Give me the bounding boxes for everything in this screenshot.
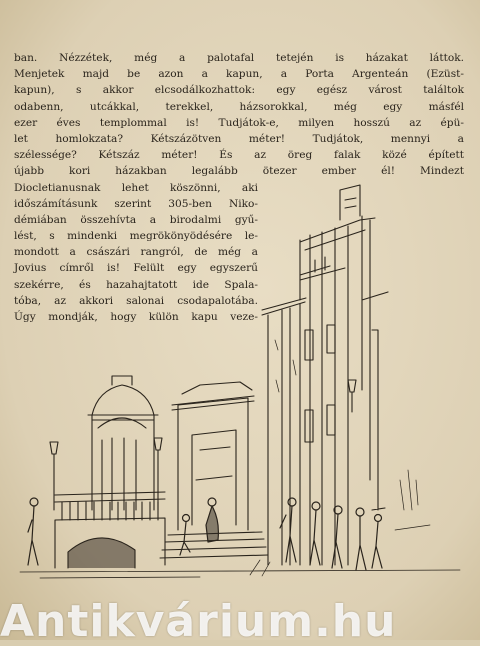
- text-line: időszámításunk szerint 305-ben Niko-: [14, 197, 258, 210]
- text-line: szélessége? Kétszáz méter! És az öreg falak közé épített: [14, 149, 464, 162]
- text-line: let homlokzata? Kétszázötven méter! Tudjátok, mennyi a: [14, 132, 464, 145]
- text-line: újabb kori házakban legalább ötezer ember él! Mindezt: [14, 165, 464, 178]
- text-line: Menjetek majd be azon a kapun, a Porta Argenteán (Ezüst-: [14, 68, 464, 81]
- street-lamp-right: [348, 380, 356, 412]
- text-line: kapun), s akkor elcsodálkozhattok: egy egész várost találtok: [14, 84, 464, 97]
- text-line: lést, s mindenki megrökönyödésére le-: [14, 230, 258, 243]
- text-line: tóba, az akkori salonai csodapalotába.: [14, 294, 258, 307]
- text-line: ban. Nézzétek, még a palotafal tetején is házakat láttok.: [14, 52, 464, 64]
- text-line: szekérre, és hazahajtatott ide Spala-: [14, 278, 258, 291]
- palace-sketch-illustration: [0, 180, 480, 610]
- colonnade-building: [262, 185, 388, 565]
- text-line: Jovius címről is! Felült egy egyszerű: [14, 262, 258, 275]
- watermark-text: Antikvárium.hu: [0, 596, 397, 646]
- balustrade-arch: [55, 492, 165, 568]
- text-line: démiában összehívta a birodalmi gyű-: [14, 213, 258, 226]
- text-line: Diocletianusnak lehet köszönni, aki: [14, 181, 258, 194]
- domed-kiosk: [88, 376, 158, 510]
- text-line: odabenn, utcákkal, terekkel, házsorokkal, még egy másfél: [14, 100, 464, 113]
- text-line: Úgy mondják, hogy külön kapu veze-: [14, 311, 258, 323]
- text-line: mondott a császári rangról, de még a: [14, 246, 258, 259]
- street-lamp-left: [50, 442, 58, 510]
- text-line: ezer éves templommal is! Tudjátok-e, milyen hosszú az épü-: [14, 116, 464, 129]
